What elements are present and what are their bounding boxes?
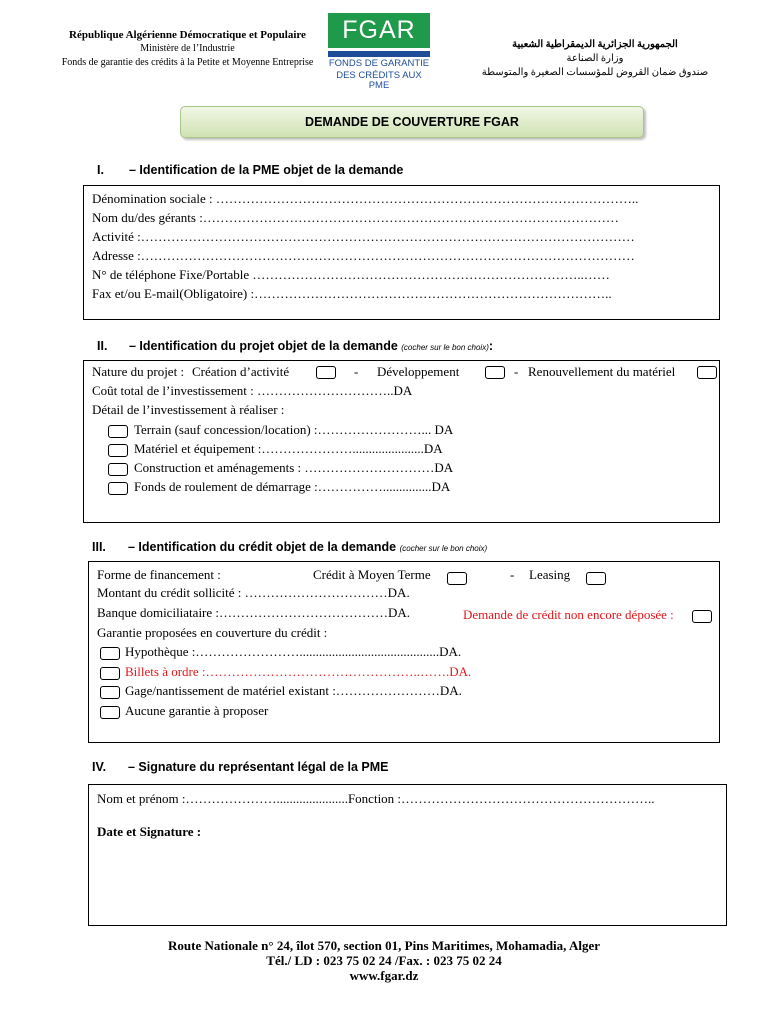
field-fax-email[interactable]: Fax et/ou E-mail(Obligatoire) :……………………………………………………………………….. <box>92 286 612 301</box>
section-1-box <box>83 185 720 320</box>
footer-website[interactable]: www.fgar.dz <box>349 968 419 983</box>
header-left <box>50 28 325 70</box>
date-signature-label: Date et Signature : <box>97 824 202 839</box>
checkbox-moyen-terme[interactable] <box>447 572 467 585</box>
header-arabic-fund: صندوق ضمان القروض للمؤسسات الصغيرة والمتوسطة <box>481 67 709 78</box>
checkbox-aucune[interactable] <box>100 706 120 719</box>
checkbox-construction[interactable] <box>108 463 128 476</box>
section-2-box <box>83 360 720 523</box>
nature-label: Nature du projet : <box>92 364 185 379</box>
form-title-banner: DEMANDE DE COUVERTURE FGAR <box>180 106 644 138</box>
section-4-number: IV. <box>92 760 107 774</box>
header-ministry: Ministère de l’Industrie <box>140 43 235 54</box>
checkbox-renouvellement[interactable] <box>697 366 717 379</box>
logo-sub-1: FONDS DE GARANTIE <box>328 58 430 69</box>
fgar-logo <box>328 13 430 91</box>
item-billets[interactable]: Billets à ordre :…………………………………………..…….DA. <box>125 664 472 679</box>
header-arabic-republic: الجمهورية الجزائرية الديمقراطية الشعبية <box>512 39 678 50</box>
item-materiel[interactable]: Matériel et équipement :…………………......................DA <box>134 441 443 456</box>
item-terrain[interactable]: Terrain (sauf concession/location) :……………………... DA <box>134 422 454 437</box>
field-gerants[interactable]: Nom du/des gérants :…………………………………………………………………………………… <box>92 210 619 225</box>
garantie-label: Garantie proposées en couverture du crédit : <box>97 625 328 640</box>
checkbox-fonds-roulement[interactable] <box>108 482 128 495</box>
item-construction[interactable]: Construction et aménagements : …………………………DA <box>134 460 454 475</box>
field-activite[interactable]: Activité :…………………………………………………………………………………………………… <box>92 229 635 244</box>
field-cout-total[interactable]: Coût total de l’investissement : …………………………..DA <box>92 383 413 398</box>
forme-label: Forme de financement : <box>97 567 221 582</box>
section-3-box <box>88 561 720 743</box>
field-banque[interactable]: Banque domiciliataire :…………………………………DA. <box>97 605 411 620</box>
logo-sub-2: DES CRÉDITS AUX PME <box>336 70 422 91</box>
section-1-heading: – Identification de la PME objet de la demande <box>129 163 404 177</box>
nature-separator-2: - <box>514 364 519 379</box>
section-3-number: III. <box>92 540 106 554</box>
forme-option-moyen-terme: Crédit à Moyen Terme <box>313 567 431 582</box>
section-4-box <box>88 784 727 926</box>
header-arabic-ministry: وزارة الصناعة <box>566 53 624 64</box>
nature-option-creation: Création d’activité <box>192 364 290 379</box>
item-hypotheque[interactable]: Hypothèque :……………………...........................................DA. <box>125 644 462 659</box>
checkbox-terrain[interactable] <box>108 425 128 438</box>
section-1-number: I. <box>97 163 104 177</box>
checkbox-gage[interactable] <box>100 686 120 699</box>
nature-option-renouvellement: Renouvellement du matériel <box>528 364 676 379</box>
section-3-note: (cocher sur le bon choix) <box>399 544 488 553</box>
footer-line-1: Route Nationale n° 24, îlot 570, section 01, Pins Maritimes, Mohamadia, Alger <box>168 938 600 953</box>
field-montant[interactable]: Montant du crédit sollicité : ……………………………DA. <box>97 585 410 600</box>
logo-wordmark: FGAR <box>328 13 430 48</box>
checkbox-creation[interactable] <box>316 366 336 379</box>
checkbox-billets[interactable] <box>100 667 120 680</box>
header-republic: République Algérienne Démocratique et Populaire <box>69 29 306 41</box>
non-depose-label: Demande de crédit non encore déposée : <box>463 607 674 622</box>
section-3-heading: – Identification du crédit objet de la demande <box>128 540 397 554</box>
forme-separator: - <box>510 567 515 582</box>
item-fonds-roulement[interactable]: Fonds de roulement de démarrage :……………...............DA <box>134 479 451 494</box>
checkbox-developpement[interactable] <box>485 366 505 379</box>
field-telephone[interactable]: N° de téléphone Fixe/Portable …………………………………………………………………..…… <box>92 267 610 282</box>
field-adresse[interactable]: Adresse :…………………………………………………………………………………………………… <box>92 248 635 263</box>
section-2-heading: – Identification du projet objet de la demande <box>129 339 398 353</box>
footer-line-2: Tél./ LD : 023 75 02 24 /Fax. : 023 75 02 24 <box>266 953 502 968</box>
item-gage[interactable]: Gage/nantissement de matériel existant :……………………DA. <box>125 683 462 698</box>
section-2-number: II. <box>97 339 108 353</box>
forme-option-leasing: Leasing <box>529 567 571 582</box>
nature-option-developpement: Développement <box>377 364 460 379</box>
detail-label: Détail de l’investissement à réaliser : <box>92 402 285 417</box>
field-nom-fonction[interactable]: Nom et prénom :…………………......................Fonction :………………………………………………….. <box>97 791 655 806</box>
header-fund: Fonds de garantie des crédits à la Petite et Moyenne Entreprise <box>61 57 314 68</box>
footer-address <box>0 938 768 983</box>
section-4-heading: – Signature du représentant légal de la PME <box>128 760 389 774</box>
section-2-title <box>97 339 493 353</box>
checkbox-leasing[interactable] <box>586 572 606 585</box>
nature-separator-1: - <box>354 364 359 379</box>
header-right-arabic <box>470 38 720 80</box>
item-aucune: Aucune garantie à proposer <box>125 703 269 718</box>
field-denomination[interactable]: Dénomination sociale : …………………………………………………………………………………….. <box>92 191 639 206</box>
section-2-note: (cocher sur le bon choix) <box>401 343 489 352</box>
checkbox-materiel[interactable] <box>108 444 128 457</box>
section-1-title <box>97 163 403 177</box>
checkbox-hypotheque[interactable] <box>100 647 120 660</box>
checkbox-non-depose[interactable] <box>692 610 712 623</box>
section-4-title <box>92 760 389 774</box>
section-2-colon: : <box>488 339 494 353</box>
logo-bar <box>328 51 430 57</box>
section-3-title <box>92 540 487 554</box>
